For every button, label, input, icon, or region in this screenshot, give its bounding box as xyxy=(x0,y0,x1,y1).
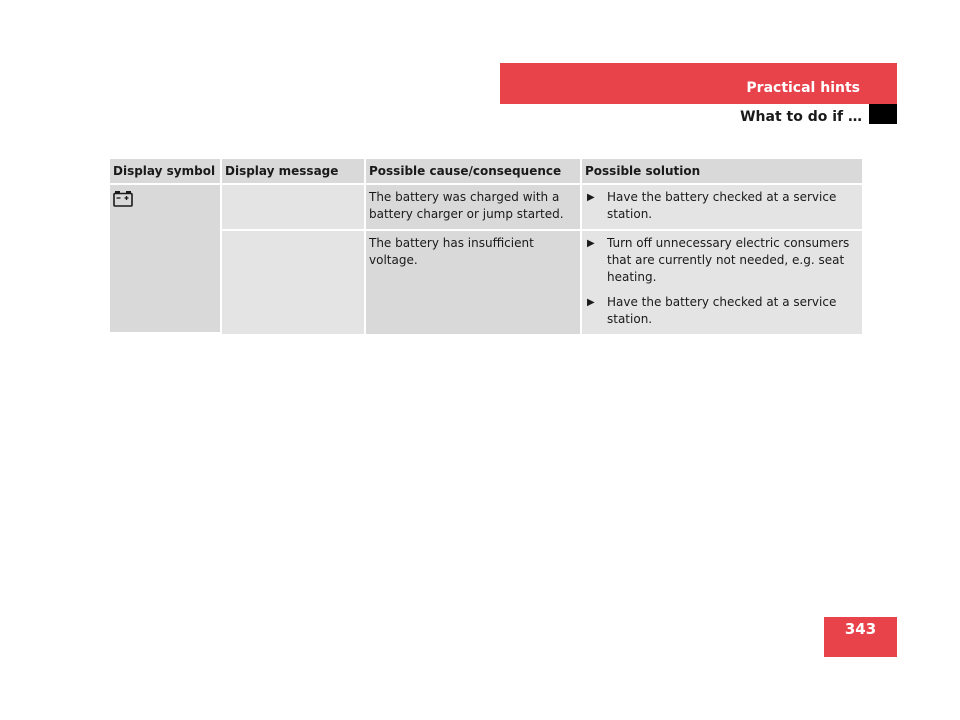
column-header-possible-solution: Possible solution xyxy=(582,159,862,185)
bullet-triangle-icon: ▶ xyxy=(587,238,595,249)
solution-text: Have the battery checked at a service station. xyxy=(607,190,837,221)
solution-item xyxy=(585,294,859,328)
table-row xyxy=(110,185,862,231)
solution-item xyxy=(585,235,859,286)
page-number: 343 xyxy=(844,620,877,638)
display-message-cell xyxy=(222,185,364,231)
solution-cell xyxy=(582,231,862,334)
solution-text: Have the battery checked at a service station. xyxy=(607,295,837,326)
solution-cell xyxy=(582,185,862,231)
table-header-row xyxy=(110,159,862,185)
column-header-display-symbol: Display symbol xyxy=(110,159,220,185)
bullet-triangle-icon: ▶ xyxy=(587,297,595,308)
solution-text: Turn off unnecessary electric consumers that are currently not needed, e.g. seat heating. xyxy=(607,236,850,284)
table-row xyxy=(110,231,862,334)
cause-cell: The battery was charged with a battery charger or jump started. xyxy=(366,185,580,231)
hints-table xyxy=(108,159,864,334)
display-message-cell xyxy=(222,231,364,334)
column-header-display-message: Display message xyxy=(222,159,364,185)
thumb-tab xyxy=(869,104,897,124)
bullet-triangle-icon: ▶ xyxy=(587,192,595,203)
display-symbol-cell xyxy=(110,185,220,334)
column-header-possible-cause: Possible cause/consequence xyxy=(366,159,580,185)
section-title: Practical hints xyxy=(746,80,860,96)
subsection-title: What to do if … xyxy=(740,109,862,125)
battery-icon xyxy=(113,189,143,209)
cause-cell: The battery has insufficient voltage. xyxy=(366,231,580,334)
solution-item xyxy=(585,189,859,223)
